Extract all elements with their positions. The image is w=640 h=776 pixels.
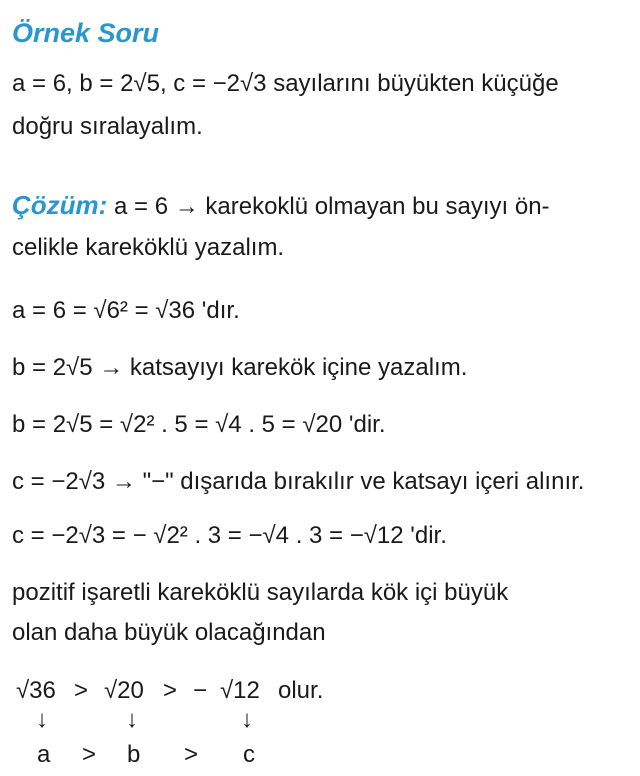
solution-intro-line-1 — [12, 190, 550, 222]
minus-sign: − — [193, 677, 208, 704]
greater-than-2: > — [163, 677, 178, 704]
down-arrow-icon: ↓ — [241, 706, 253, 733]
b-equation: b = 2√5 = √2² . 5 = √4 . 5 = √20 'dir. — [12, 411, 386, 438]
down-arrow-icon: ↓ — [36, 706, 48, 733]
compare-value-b: √20 — [104, 677, 144, 704]
compare-value-a: √36 — [16, 677, 56, 704]
b-note: b = 2√5 → katsayıyı karekök içine yazalım. — [12, 354, 468, 381]
c-equation: c = −2√3 = − √2² . 3 = −√4 . 3 = −√12 'dir. — [12, 522, 447, 549]
compare-value-c: √12 — [220, 677, 260, 704]
down-arrow-icon: ↓ — [126, 706, 138, 733]
solution-intro-line-2: celikle kareköklü yazalım. — [12, 234, 285, 261]
label-b: b — [127, 741, 141, 768]
solution-intro-text: a = 6 → karekoklü olmayan bu sayıyı ön- — [107, 193, 550, 220]
result-suffix: olur. — [278, 677, 324, 704]
rule-line-2: olan daha büyük olacağından — [12, 619, 326, 646]
label-a: a — [37, 741, 51, 768]
c-note: c = −2√3 → "−" dışarıda bırakılır ve katsayı içeri alınır. — [12, 468, 585, 495]
question-line-2: doğru sıralayalım. — [12, 113, 203, 140]
solution-label: Çözüm: — [12, 190, 108, 220]
greater-than-4: > — [184, 741, 199, 768]
a-equation: a = 6 = √6² = √36 'dır. — [12, 297, 240, 324]
greater-than-1: > — [74, 677, 89, 704]
question-line-1: a = 6, b = 2√5, c = −2√3 sayılarını büyükten küçüğe — [12, 70, 559, 97]
greater-than-3: > — [82, 741, 97, 768]
label-c: c — [243, 741, 255, 768]
example-title: Örnek Soru — [12, 18, 160, 48]
rule-line-1: pozitif işaretli kareköklü sayılarda kök içi büyük — [12, 579, 509, 606]
